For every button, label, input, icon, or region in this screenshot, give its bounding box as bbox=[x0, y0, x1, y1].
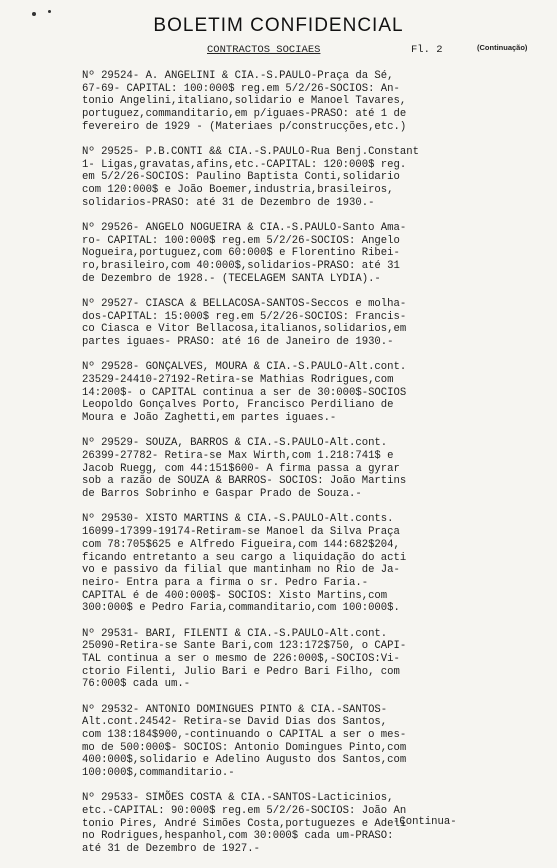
entry-line: Nº 29531- BARI, FILENTI & CIA.-S.PAULO-Alt.cont. bbox=[82, 627, 388, 640]
contract-entry bbox=[82, 513, 548, 615]
entry-line: Leopoldo Gonçalves Porto, Francisco Perdiliano de bbox=[82, 399, 394, 412]
entry-line: 300:000$ e Pedro Faria,commanditario,com 100:000$. bbox=[82, 602, 400, 615]
entry-line: Jacob Ruegg, com 44:151$600- A firma passa a gyrar bbox=[82, 462, 400, 475]
entry-line: ctorio Filenti, Julio Bari e Pedro Bari Filho, com bbox=[82, 665, 400, 678]
contract-entry bbox=[82, 792, 548, 856]
entry-line: ro- CAPITAL: 100:000$ reg.em 5/2/26-SOCIOS: Angelo bbox=[82, 234, 400, 247]
entry-line: dos-CAPITAL: 15:000$ reg.em 5/2/26-SOCIOS: Francis- bbox=[82, 310, 407, 323]
entry-line: de Barros Sobrinho e Gaspar Prado de Souza.- bbox=[82, 488, 362, 501]
entry-line: em 5/2/26-SOCIOS: Paulino Baptista Conti,solidario bbox=[82, 171, 400, 184]
entry-line: Nº 29529- SOUZA, BARROS & CIA.-S.PAULO-Alt.cont. bbox=[82, 437, 388, 450]
contract-entry bbox=[82, 298, 548, 349]
entry-line: no Rodrigues,hespanhol,com 30:000$ cada um-PRASO: bbox=[82, 830, 394, 843]
continues-footer: -Continua- bbox=[393, 816, 457, 828]
entry-line: 16099-17399-19174-Retiram-se Manoel da Silva Praça bbox=[82, 526, 400, 539]
entry-line: sob a razão de SOUZA & BARROS- SOCIOS: João Martins bbox=[82, 475, 407, 488]
entry-line: até 31 de Dezembro de 1927.- bbox=[82, 843, 261, 856]
entry-line: Nº 29527- CIASCA & BELLACOSA-SANTOS-Seccos e molha- bbox=[82, 298, 407, 311]
entry-line: neiro- Entra para a firma o sr. Pedro Faria.- bbox=[82, 576, 369, 589]
contract-entry bbox=[82, 628, 548, 692]
entry-line: ro,brasileiro,com 40:000$,solidarios-PRASO: até 31 bbox=[82, 260, 400, 273]
entry-line: solidarios-PRASO: até 31 de Dezembro de 1930.- bbox=[82, 196, 375, 209]
entry-line: TAL continua a ser o mesmo de 226:000$,-SOCIOS:Vi- bbox=[82, 652, 400, 665]
entry-line: vo e passivo da filial que mantinham no Rio de Ja- bbox=[82, 564, 400, 577]
entry-line: 400:000$,solidario e Adelino Augusto dos Santos,com bbox=[82, 754, 407, 767]
entry-line: Nº 29528- GONÇALVES, MOURA & CIA.-S.PAULO-Alt.cont. bbox=[82, 361, 407, 374]
entry-line: Moura e João Zaghetti,em partes iguaes.- bbox=[82, 412, 337, 425]
entry-line: com 120:000$ e João Boemer,industria,brasileiros, bbox=[82, 184, 394, 197]
entry-line: 1- Ligas,gravatas,afins,etc.-CAPITAL: 120:000$ reg. bbox=[82, 158, 407, 171]
continuation-note: (Continuação) bbox=[477, 43, 528, 52]
entry-line: co Ciasca e Vitor Bellacosa,italianos,solidarios,em bbox=[82, 323, 407, 336]
ink-dot-2 bbox=[48, 10, 51, 13]
bulletin-title: BOLETIM CONFIDENCIAL bbox=[153, 15, 404, 36]
contract-entry bbox=[82, 146, 548, 210]
contract-entry bbox=[82, 70, 548, 134]
entry-line: Alt.cont.24542- Retira-se David Dias dos Santos, bbox=[82, 716, 388, 729]
entry-line: 23529-24410-27192-Retira-se Mathias Rodrigues,com bbox=[82, 374, 394, 387]
entry-line: 67-69- CAPITAL: 100:000$ reg.em 5/2/26-SOCIOS: An- bbox=[82, 82, 400, 95]
entry-line: 25090-Retira-se Sante Bari,com 123:172$750, o CAPI- bbox=[82, 640, 407, 653]
entry-line: com 138:184$900,-continuando o CAPITAL a ser o mes- bbox=[82, 728, 407, 741]
entry-line: 26399-27782- Retira-se Max Wirth,com 1.218:741$ e bbox=[82, 450, 394, 463]
entry-line: 100:000$,commanditario.- bbox=[82, 767, 235, 780]
entry-line: ficando entretanto a seu cargo a liquidação do acti bbox=[82, 551, 407, 564]
entry-line: CAPITAL é de 400:000$- SOCIOS: Xisto Martins,com bbox=[82, 589, 388, 602]
entry-line: Nº 29526- ANGELO NOGUEIRA & CIA.-S.PAULO-Santo Ama- bbox=[82, 222, 407, 235]
entry-line: tonio Pires, André Simões Costa,portuguezes e Adeli bbox=[82, 817, 407, 830]
entries-list bbox=[82, 70, 548, 868]
contract-entry bbox=[82, 361, 548, 425]
contract-entry bbox=[82, 704, 548, 780]
entry-line: mo de 500:000$- SOCIOS: Antonio Domingues Pinto,com bbox=[82, 741, 407, 754]
section-heading: CONTRACTOS SOCIAES bbox=[207, 44, 321, 56]
page-number: Fl. 2 bbox=[411, 44, 443, 56]
entry-line: fevereiro de 1929 - (Materiaes p/construcções,etc.) bbox=[82, 120, 407, 133]
entry-line: Nº 29525- P.B.CONTI && CIA.-S.PAULO-Rua Benj.Constant bbox=[82, 146, 419, 159]
entry-line: Nogueira,portuguez,com 60:000$ e Florentino Ribei- bbox=[82, 247, 400, 260]
entry-line: Nº 29530- XISTO MARTINS & CIA.-S.PAULO-Alt.conts. bbox=[82, 513, 394, 526]
entry-line: partes iguaes- PRASO: até 16 de Janeiro de 1930.- bbox=[82, 336, 394, 349]
entry-line: Nº 29524- A. ANGELINI & CIA.-S.PAULO-Praça da Sé, bbox=[82, 70, 394, 82]
entry-line: Nº 29532- ANTONIO DOMINGUES PINTO & CIA.-SANTOS- bbox=[82, 703, 388, 716]
entry-line: de Dezembro de 1928.- (TECELAGEM SANTA LYDIA).- bbox=[82, 272, 381, 285]
contract-entry bbox=[82, 437, 548, 501]
entry-line: portuguez,commanditario,em p/iguaes-PRASO: até 1 de bbox=[82, 108, 407, 121]
entry-line: 14:200$- o CAPITAL continua a ser de 30:000$-SOCIOS bbox=[82, 386, 407, 399]
entry-line: Nº 29533- SIMÕES COSTA & CIA.-SANTOS-Lacticinios, bbox=[82, 792, 394, 805]
entry-line: com 78:705$625 e Alfredo Figueira,com 144:682$204, bbox=[82, 538, 400, 551]
entry-line: etc.-CAPITAL: 90:000$ reg.em 5/2/26-SOCIOS: João An bbox=[82, 804, 407, 817]
entry-line: tonio Angelini,italiano,solidario e Manoel Tavares, bbox=[82, 95, 407, 108]
entry-line: 76:000$ cada um.- bbox=[82, 678, 191, 691]
contract-entry bbox=[82, 222, 548, 286]
